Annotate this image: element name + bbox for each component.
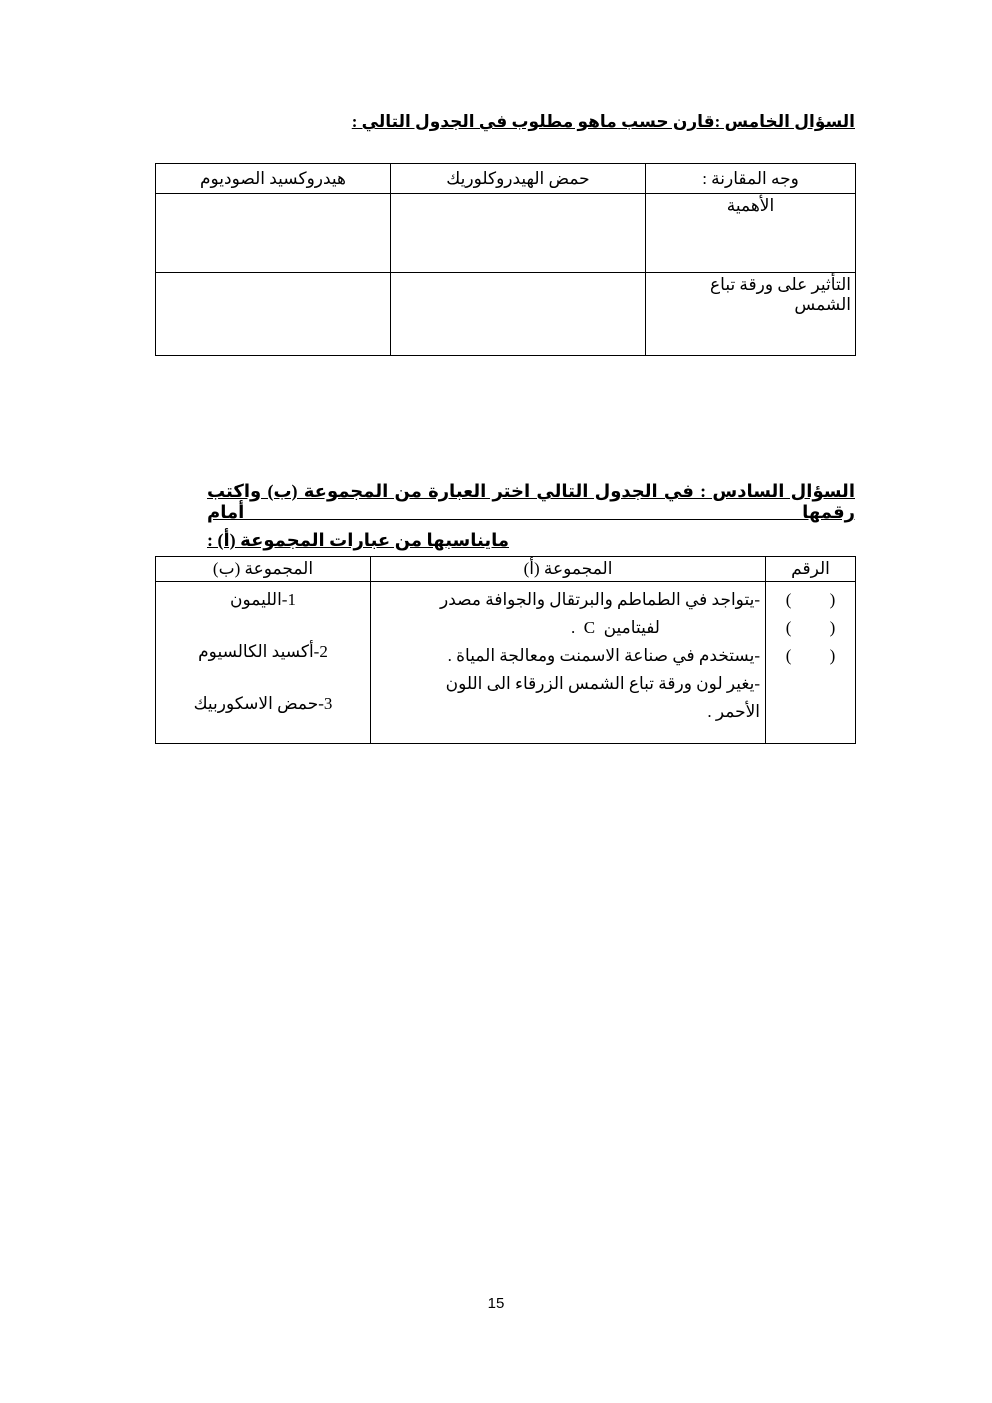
q6-answer-parentheses-3: ( ) [785,646,836,665]
q6-body-row [156,582,856,744]
q5-header-row [156,164,856,194]
q5-litmus-hcl-answer-cell [391,273,646,356]
page-number: 15 [487,1295,505,1312]
question5-heading: السؤال الخامس :قارن حسب ماهو مطلوب في الجدول التالي : [351,112,855,131]
q6-header-row [156,557,856,582]
q5-importance-label: الأهمية [646,194,856,273]
q5-row-litmus-effect [156,273,856,356]
q5-row-importance [156,194,856,273]
question6-heading-line2: مايناسبها من عبارات المجموعة (أ) : [207,530,510,550]
q5-litmus-effect-label: التأثير على ورقة تباع الشمس [646,273,856,356]
q5-header-sodium-hydroxide: هيدروكسيد الصوديوم [156,164,391,194]
q6-group-a-statement-2: -يستخدم في صناعة الاسمنت ومعالجة المياة . [447,646,760,665]
q6-group-b-item-2: 2-أكسيد الكالسيوم [198,642,328,661]
q5-litmus-naoh-answer-cell [156,273,391,356]
q6-group-a-statement-3-line1: -يغير لون ورقة تباع الشمس الزرقاء الى اللون [445,674,760,693]
q6-group-a-cell [371,582,766,744]
question6-heading-line1: السؤال السادس : في الجدول التالي اختر العبارة من المجموعة (ب) واكتب رقمها أمام [207,481,855,522]
q6-header-number: الرقم [766,557,856,582]
question6-heading [207,481,855,551]
q6-answer-parentheses-1: ( ) [785,590,836,609]
q6-number-answer-cell [766,582,856,744]
q6-answer-parentheses-2: ( ) [785,618,836,637]
q6-header-group-a: المجموعة (أ) [371,557,766,582]
q6-header-group-b: المجموعة (ب) [156,557,371,582]
q6-group-b-item-3: 3-حمض الاسكوربيك [193,694,333,713]
q6-group-b-cell [156,582,371,744]
q6-group-a-statement-1-line2: لفيتامين C . [571,618,660,637]
q6-group-b-item-1: 1-الليمون [230,590,296,609]
question5-comparison-table [155,163,856,356]
question6-matching-table [155,556,856,744]
q6-group-a-statement-1-line1: -يتواجد في الطماطم والبرتقال والجوافة مصدر [439,590,760,609]
q5-importance-naoh-answer-cell [156,194,391,273]
q5-importance-hcl-answer-cell [391,194,646,273]
q5-header-comparison-aspect: وجه المقارنة : [646,164,856,194]
q5-header-hydrochloric-acid: حمض الهيدروكلوريك [391,164,646,194]
q6-group-a-statement-3-line2: الأحمر . [707,702,760,721]
